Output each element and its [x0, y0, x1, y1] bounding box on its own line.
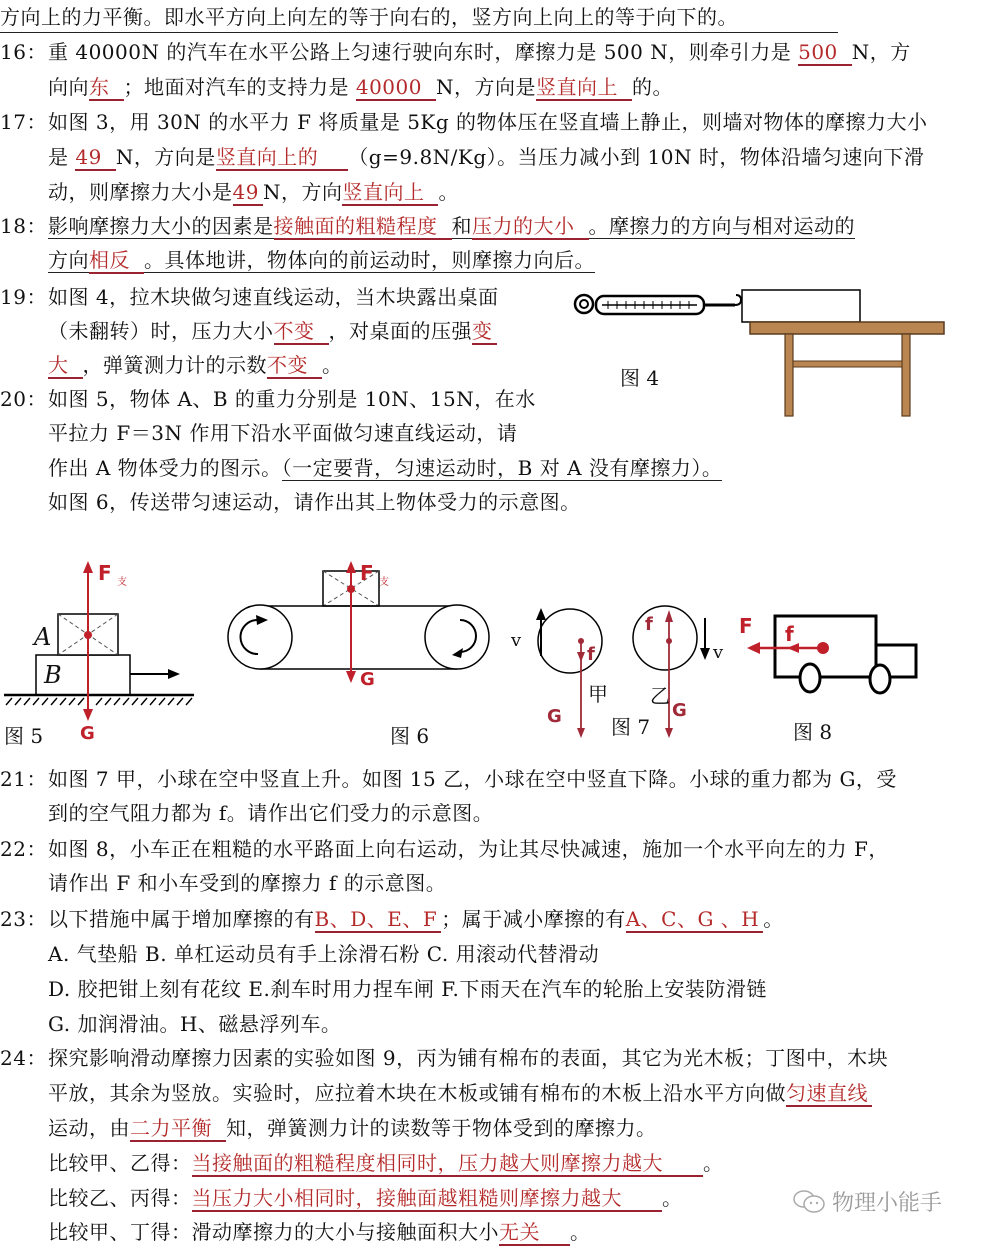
watermark [792, 1186, 942, 1217]
question-20-line1 [0, 384, 536, 414]
question-number: 18： [0, 214, 47, 238]
question-22-line2 [48, 868, 446, 898]
question-number: 21： [0, 767, 47, 791]
answer-blank: 东 [89, 75, 124, 101]
answer-blank: 当接触面的粗糙程度相同时，压力越大则摩擦力越大 [192, 1151, 704, 1177]
answer-blank: 竖直向上的 [216, 145, 349, 171]
question-text: ，对桌面的压强 [328, 319, 472, 343]
ball-yi-label: 乙 [650, 684, 670, 708]
answer-blank: 不变 [274, 319, 329, 345]
question-text: 如图 5，物体 A、B 的重力分别是 10N、15N，在水 [48, 387, 536, 411]
question-text: 以下措施中属于增加摩擦的有 [48, 907, 315, 931]
question-text: 平拉力 F＝3N 作用下沿水平面做匀速直线运动，请 [48, 421, 518, 445]
question-text: 如图 4，拉木块做匀速直线运动，当木块露出桌面 [48, 285, 499, 309]
question-text: 请作出 F 和小车受到的摩擦力 f 的示意图。 [48, 871, 447, 895]
block-b-label: B [44, 661, 62, 689]
question-text: N，方 [851, 40, 911, 64]
question-23-options-3 [48, 1009, 341, 1039]
question-text: 。摩擦力的方向与相对运动的 [588, 214, 855, 238]
question-number: 20： [0, 387, 47, 411]
question-text: N，方向是 [435, 75, 536, 99]
question-21-line1 [0, 764, 897, 794]
question-24-line5 [48, 1183, 683, 1213]
question-text: 运动，由 [48, 1116, 130, 1140]
question-text: 如图 8，小车正在粗糙的水平路面上向右运动，为让其尽快减速，施加一个水平向左的力 F， [48, 837, 889, 861]
question-16-line2 [48, 72, 673, 102]
question-text: 到的空气阻力都为 f。请作出它们受力的示意图。 [48, 801, 494, 825]
figure-6-caption: 图 6 [390, 724, 430, 748]
gravity-label: G [672, 700, 687, 721]
question-24-line1 [0, 1043, 888, 1073]
intro-text: 方向上的力平衡。即水平方向上向左的等于向右的，竖方向上向上的等于向下的。 [0, 5, 738, 29]
wechat-icon [792, 1189, 826, 1215]
question-number: 23： [0, 907, 47, 931]
answer-blank: 匀速直线 [786, 1081, 872, 1107]
question-text: 重 40000N 的汽车在水平公路上匀速行驶向东时，摩擦力是 500 N，则牵引力是 [48, 40, 792, 64]
question-24-line4 [48, 1148, 724, 1178]
answer-blank: 无关 [499, 1220, 570, 1246]
question-text: 。 [662, 1186, 683, 1210]
figure-4-caption: 图 4 [620, 366, 660, 390]
answer-blank: 49 [233, 180, 263, 206]
answer-blank: 大 [48, 353, 83, 379]
question-19-line2 [48, 316, 497, 346]
question-text: 比较乙、丙得： [48, 1186, 192, 1210]
question-number: 17： [0, 110, 47, 134]
answer-blank: A、C、G 、H [626, 907, 764, 933]
figure-8-caption: 图 8 [793, 720, 833, 744]
question-text: 如图 3，用 30N 的水平力 F 将质量是 5Kg 的物体压在竖直墙上静止，则墙对物体的摩擦力大小 [48, 110, 928, 134]
question-number: 16： [0, 40, 47, 64]
question-text: 。 [703, 1151, 724, 1175]
question-text: （一定要背，匀速运动时，B 对 A 没有摩擦力）。 [281, 456, 723, 480]
intro-line [0, 2, 838, 33]
question-text: 是 [48, 145, 69, 169]
question-19-line3 [48, 350, 343, 380]
answer-blank: 当压力大小相同时，接触面越粗糙则摩擦力越大 [192, 1186, 663, 1212]
answer-blank: 竖直向上 [536, 75, 632, 101]
answer-blank: 竖直向上 [342, 180, 438, 206]
question-text: 。具体地讲，物体向的前运动时，则摩擦力向后。 [144, 248, 595, 272]
question-24-line6 [48, 1217, 591, 1247]
question-23-options-2 [48, 974, 767, 1004]
ball-jia-label: 甲 [588, 682, 608, 706]
question-text: （g=9.8N/Kg）。当压力减小到 10N 时，物体沿墙匀速向下滑 [348, 145, 925, 169]
block-a-label: A [34, 623, 52, 651]
question-text: 探究影响滑动摩擦力因素的实验如图 9，丙为铺有棉布的表面，其它为光木板；丁图中，木块 [48, 1046, 889, 1070]
question-text: 如图 7 甲，小球在空中竖直上升。如图 15 乙，小球在空中竖直下降。小球的重力都为 G，受 [48, 767, 897, 791]
question-text: 平放，其余为竖放。实验时，应拉着木块在木板或铺有棉布的木板上沿水平方向做 [48, 1081, 786, 1105]
answer-blank: 500 [798, 40, 852, 66]
question-text: 知，弹簧测力计的读数等于物体受到的摩擦力。 [226, 1116, 657, 1140]
gravity-label: G [360, 669, 375, 690]
question-text: 。 [570, 1220, 591, 1244]
question-number: 19： [0, 285, 47, 309]
question-text: 。 [763, 907, 784, 931]
question-text: 。 [322, 353, 343, 377]
friction-label: f [645, 614, 653, 635]
question-16-line1 [0, 37, 911, 67]
question-18-line1 [0, 211, 855, 241]
velocity-label-up: v [511, 630, 522, 651]
friction-label: f [785, 622, 794, 646]
figure-4-diagram [572, 282, 952, 422]
question-17-line2 [48, 142, 924, 172]
question-text: （未翻转）时，压力大小 [48, 319, 274, 343]
support-force-label: F [98, 561, 112, 585]
gravity-label: G [80, 723, 95, 744]
question-text: 的。 [631, 75, 673, 99]
question-22-line1 [0, 834, 889, 864]
option-text: A. 气垫船 B. 单杠运动员有手上涂滑石粉 C. 用滚动代替滑动 [48, 942, 600, 966]
question-21-line2 [48, 798, 493, 828]
question-text: N，方向 [262, 180, 343, 204]
question-20-line2 [48, 418, 517, 448]
answer-blank: 接触面的粗糙程度 [274, 214, 452, 240]
gravity-label: G [547, 706, 562, 727]
answer-blank: 压力的大小 [472, 214, 589, 240]
question-20-line3 [48, 453, 722, 483]
question-text: 比较甲、丁得：滑动摩擦力的大小与接触面积大小 [48, 1220, 499, 1244]
answer-blank: 40000 [356, 75, 436, 101]
question-text: N，方向是 [115, 145, 216, 169]
question-text: 。 [438, 180, 459, 204]
question-19-line1 [0, 282, 499, 312]
question-text: 和 [451, 214, 472, 238]
answer-blank: 49 [75, 145, 115, 171]
question-text: 方向 [48, 248, 89, 272]
question-text: ；属于减小摩擦的有 [441, 907, 626, 931]
question-17-line1 [0, 107, 928, 137]
answer-blank: 变 [472, 319, 497, 345]
question-text: ；地面对汽车的支持力是 [123, 75, 349, 99]
question-23-options-1 [48, 939, 599, 969]
watermark-text: 物理小能手 [832, 1191, 943, 1216]
question-text: 作出 A 物体受力的图示。 [48, 456, 282, 480]
friction-label: f [587, 644, 595, 665]
support-force-subscript: 支 [117, 577, 127, 588]
question-text: ，弹簧测力计的示数 [82, 353, 267, 377]
question-17-line3 [48, 177, 459, 207]
question-23-line1 [0, 904, 784, 934]
figure-5-caption: 图 5 [4, 724, 44, 748]
question-text: 向向 [48, 75, 89, 99]
applied-force-label: F [739, 614, 753, 638]
question-20-line4 [48, 487, 581, 517]
support-force-label: F [360, 561, 374, 585]
answer-blank: 不变 [267, 353, 322, 379]
question-24-line3 [48, 1113, 657, 1143]
question-text: 比较甲、乙得： [48, 1151, 192, 1175]
question-18-line2 [48, 245, 595, 275]
question-24-line2 [48, 1078, 872, 1108]
support-force-subscript: 支 [379, 577, 389, 588]
question-text: 动，则摩擦力大小是 [48, 180, 233, 204]
velocity-label-down: v [713, 642, 724, 663]
answer-blank: 相反 [89, 248, 144, 274]
question-number: 22： [0, 837, 47, 861]
question-number: 24： [0, 1046, 47, 1070]
figure-8-diagram [735, 610, 925, 700]
question-text: 如图 6，传送带匀速运动，请作出其上物体受力的示意图。 [48, 490, 581, 514]
figure-7-caption: 图 7 [611, 715, 651, 739]
answer-blank: 二力平衡 [130, 1116, 226, 1142]
figure-6-diagram [220, 555, 495, 715]
question-text: 影响摩擦力大小的因素是 [48, 214, 274, 238]
option-text: D. 胶把钳上刻有花纹 E.刹车时用力捏车闸 F.下雨天在汽车的轮胎上安装防滑链 [48, 977, 767, 1001]
answer-blank: B、D、E、F [315, 907, 442, 933]
option-text: G. 加润滑油。H、磁悬浮列车。 [48, 1012, 342, 1036]
